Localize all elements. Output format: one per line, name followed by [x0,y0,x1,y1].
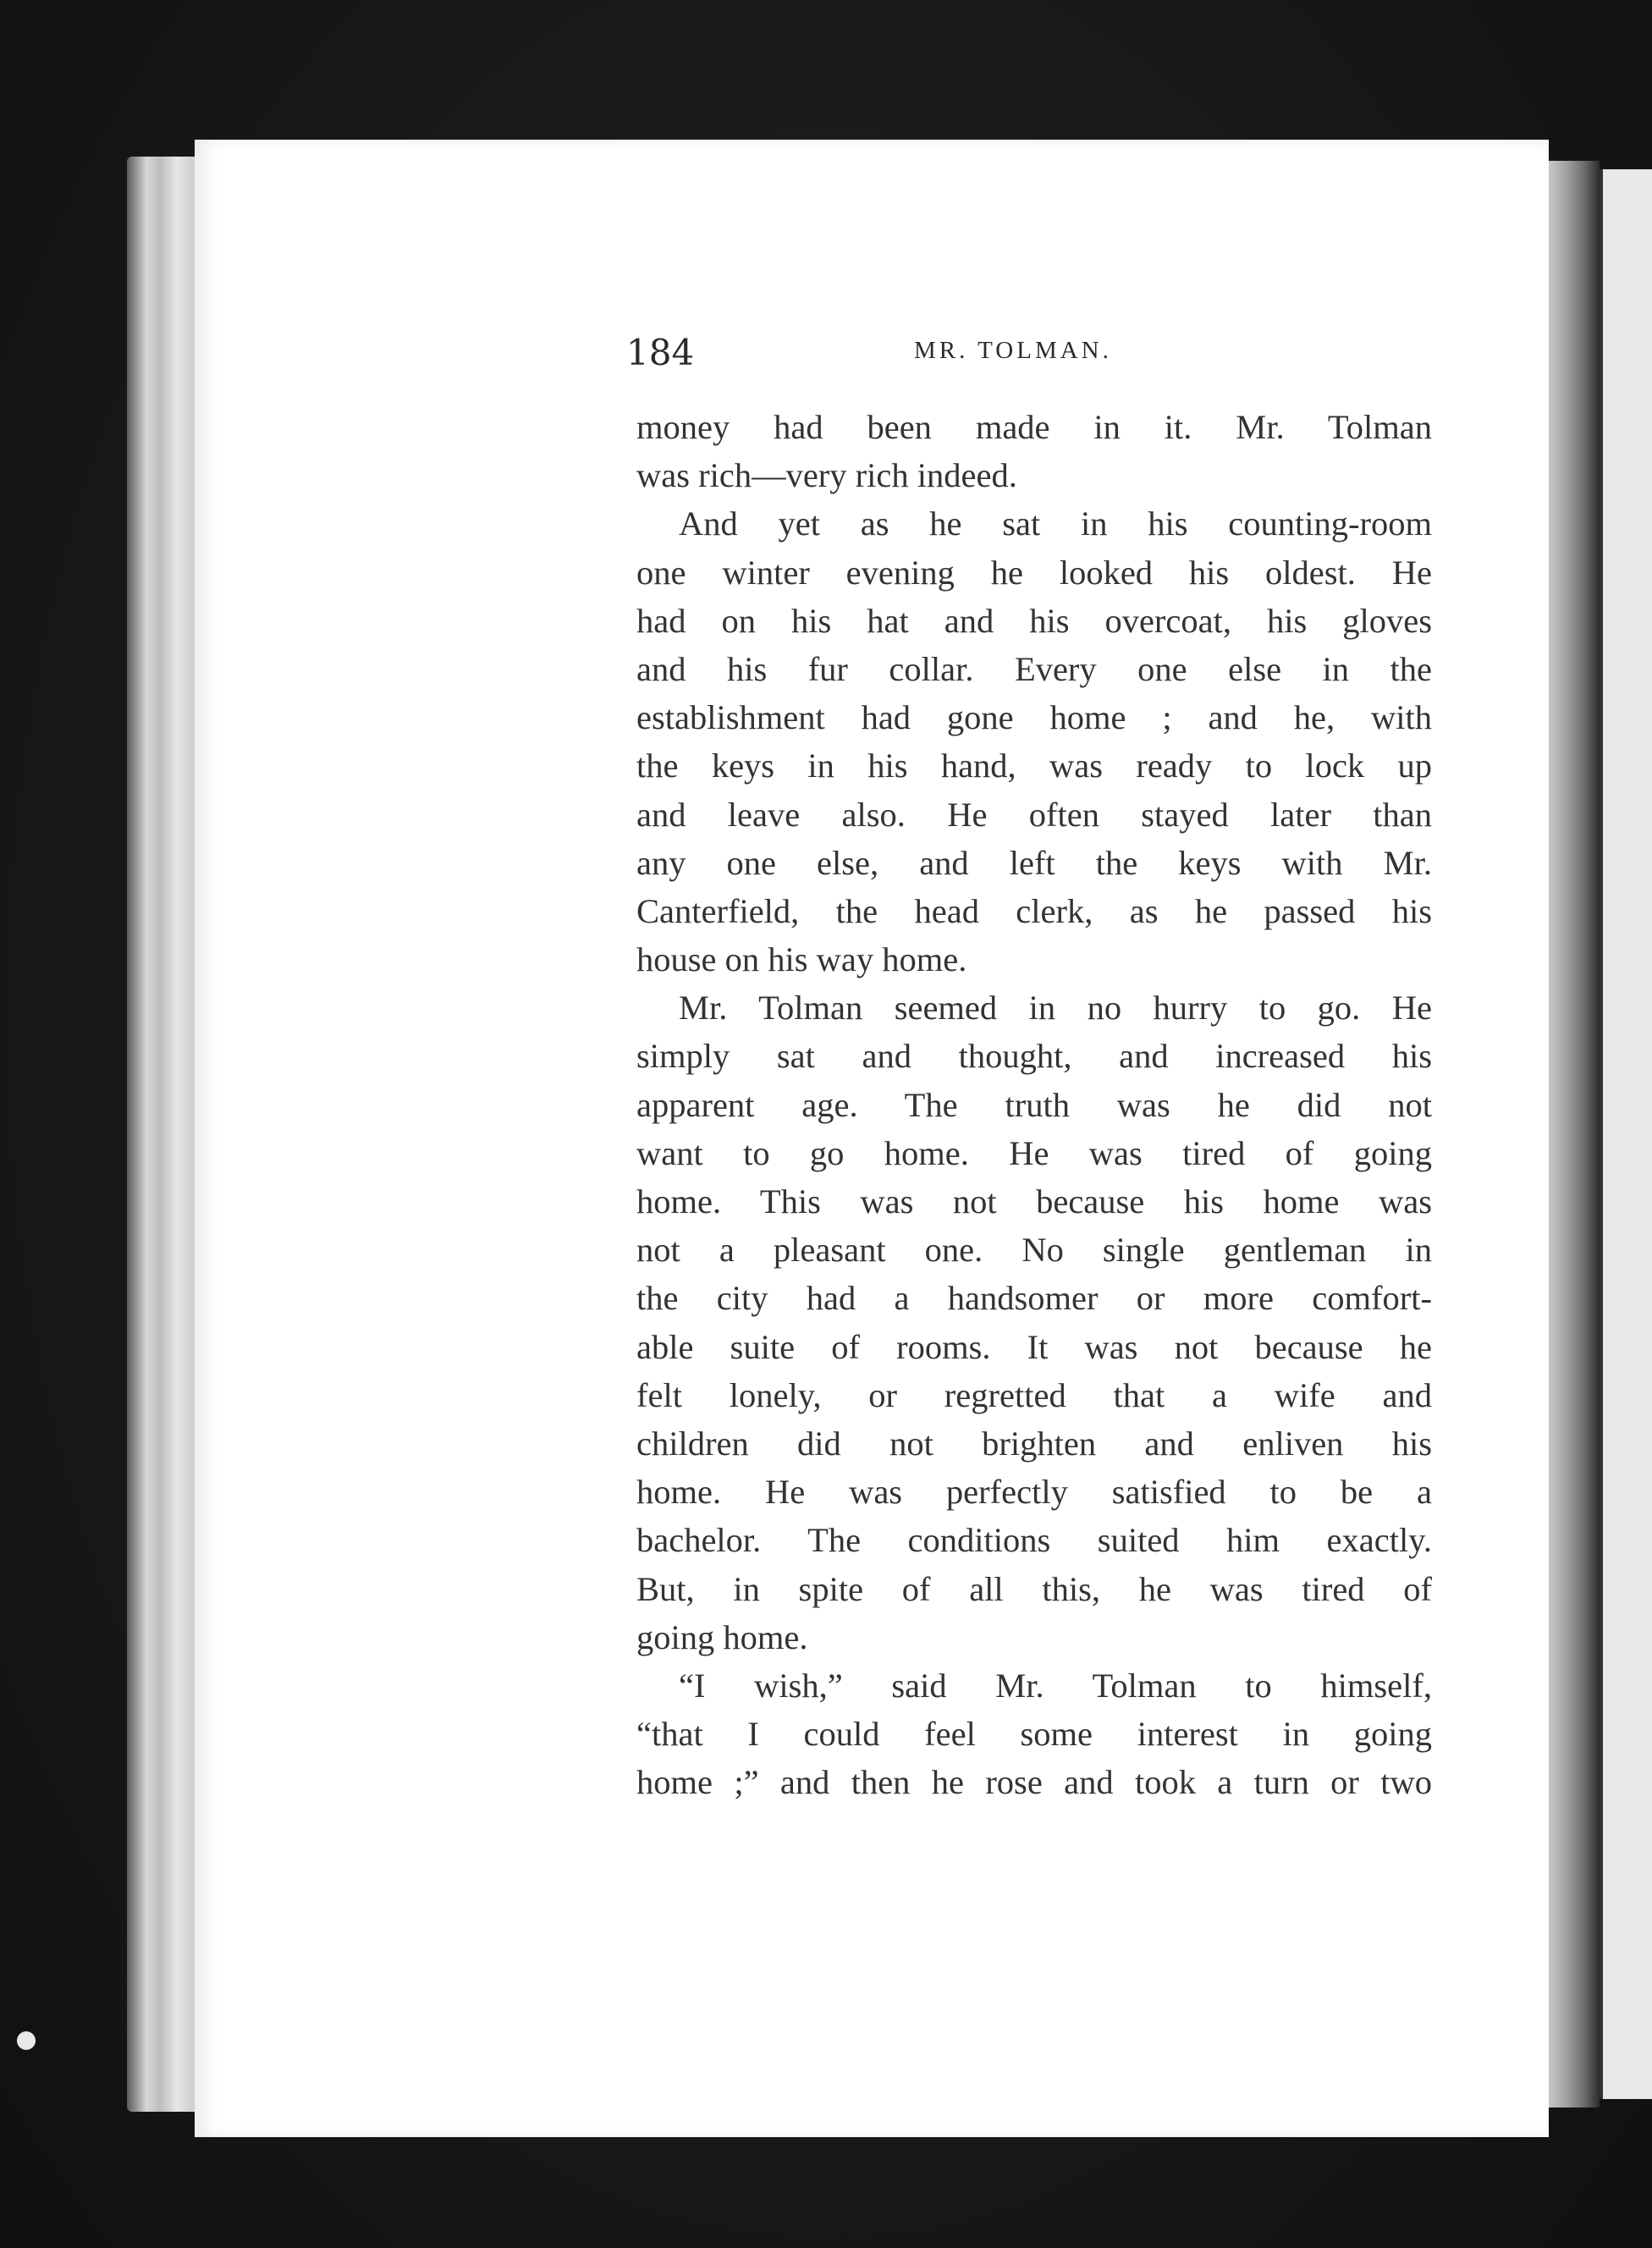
text-line: simply sat and thought, and increased his [636,1037,1432,1076]
text-line: the city had a handsomer or more comfort- [636,1279,1432,1318]
text-line: going home. [636,1617,808,1656]
book-right-edge [1540,161,1600,2108]
text-line: want to go home. He was tired of going [636,1133,1432,1172]
page-number: 184 [626,332,695,373]
text-line: “that I could feel some interest in going [636,1715,1432,1754]
text-line: felt lonely, or regretted that a wife and [636,1375,1432,1414]
text-line: money had been made in it. Mr. Tolman [636,408,1432,446]
text-line: “I wish,” said Mr. Tolman to himself, [679,1666,1432,1705]
text-line: and his fur collar. Every one else in the [636,649,1432,688]
text-line: not a pleasant one. No single gentleman in [636,1231,1432,1270]
text-line: house on his way home. [636,940,967,979]
text-line: had on his hat and his overcoat, his gloves [636,601,1432,640]
facing-page-edge [1600,169,1652,2099]
text-line: apparent age. The truth was he did not [636,1085,1432,1124]
body-text [636,403,1432,1806]
running-head: MR. TOLMAN. [914,337,1112,364]
text-line: was rich—very rich indeed. [636,456,1017,495]
page-header [626,332,1422,383]
text-line: children did not brighten and enliven his [636,1424,1432,1463]
text-line: Mr. Tolman seemed in no hurry to go. He [679,989,1432,1028]
text-line: able suite of rooms. It was not because he [636,1327,1432,1366]
text-line: the keys in his hand, was ready to lock up [636,747,1432,785]
text-line: and leave also. He often stayed later than [636,795,1432,834]
text-line: home ;” and then he rose and took a turn or two [636,1763,1432,1802]
text-line: any one else, and left the keys with Mr. [636,843,1432,882]
text-line: bachelor. The conditions suited him exactly. [636,1521,1432,1560]
text-line: Canterfield, the head clerk, as he passed his [636,891,1432,930]
text-line: one winter evening he looked his oldest. He [636,553,1432,592]
text-line: home. He was perfectly satisfied to be a [636,1473,1432,1512]
text-line: But, in spite of all this, he was tired of [636,1569,1432,1608]
dust-speck [17,2031,36,2050]
text-line: home. This was not because his home was [636,1182,1432,1220]
text-line: And yet as he sat in his counting-room [679,504,1432,543]
text-line: establishment had gone home ; and he, with [636,698,1432,737]
